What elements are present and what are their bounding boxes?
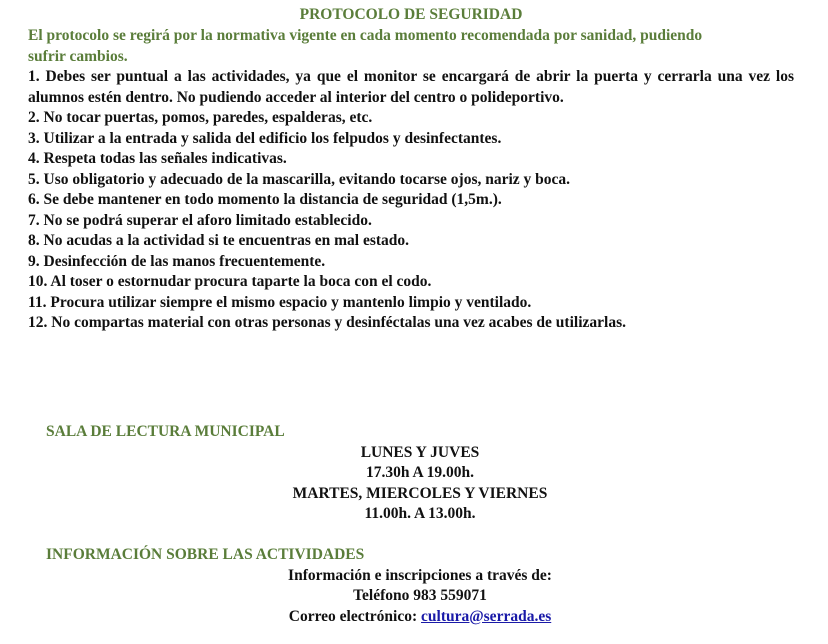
library-section <box>46 422 786 525</box>
protocol-section <box>28 4 794 334</box>
info-title: INFORMACIÓN SOBRE LAS ACTIVIDADES <box>46 546 365 563</box>
library-hours-1: 17.30h A 19.00h. <box>365 464 475 481</box>
info-section <box>46 545 786 627</box>
rule-11: 11. Procura utilizar siempre el mismo espacio y mantenlo limpio y ventilado. <box>28 293 532 311</box>
rule-10: 10. Al toser o estornudar procura taparte la boca con el codo. <box>28 273 432 290</box>
rule-3: 3. Utilizar a la entrada y salida del edificio los felpudos y desinfectantes. <box>28 129 502 147</box>
info-line: Información e inscripciones a través de: <box>288 566 552 584</box>
protocol-intro: El protocolo se regirá por la normativa vigente en cada momento recomendada por sanidad, pudiendo sufrir cambios. <box>28 27 703 65</box>
rule-7: 7. No se podrá superar el aforo limitado establecido. <box>28 211 372 229</box>
email-label: Correo electrónico: <box>288 607 422 625</box>
library-title: SALA DE LECTURA MUNICIPAL <box>46 423 285 440</box>
info-phone: Teléfono 983 559071 <box>353 587 487 604</box>
protocol-title: PROTOCOLO DE SEGURIDAD <box>299 6 523 23</box>
library-days-1: LUNES Y JUVES <box>360 443 480 461</box>
rule-12: 12. No compartas material con otras personas y desinféctalas una vez acabes de utilizarlas. <box>28 314 626 331</box>
rule-6: 6. Se debe mantener en todo momento la distancia de seguridad (1,5m.). <box>28 191 502 208</box>
email-link[interactable]: cultura@serrada.es <box>421 607 552 625</box>
rule-5: 5. Uso obligatorio y adecuado de la mascarilla, evitando tocarse ojos, nariz y boca. <box>28 170 571 188</box>
rule-2: 2. No tocar puertas, pomos, paredes, espalderas, etc. <box>28 109 373 126</box>
rule-8: 8. No acudas a la actividad si te encuentras en mal estado. <box>28 232 410 249</box>
library-hours-2: 11.00h. A 13.00h. <box>364 505 476 522</box>
info-email-line <box>0 607 794 628</box>
rule-1: 1. Debes ser puntual a las actividades, ya que el monitor se encargará de abrir la puerta y cerrarla una vez los alumnos estén dentro. No pudiendo acceder al interior del centro o polideportivo. <box>28 68 794 106</box>
rule-9: 9. Desinfección de las manos frecuentemente. <box>28 252 326 270</box>
rule-4: 4. Respeta todas las señales indicativas. <box>28 150 287 167</box>
library-days-2: MARTES, MIERCOLES Y VIERNES <box>292 484 548 502</box>
